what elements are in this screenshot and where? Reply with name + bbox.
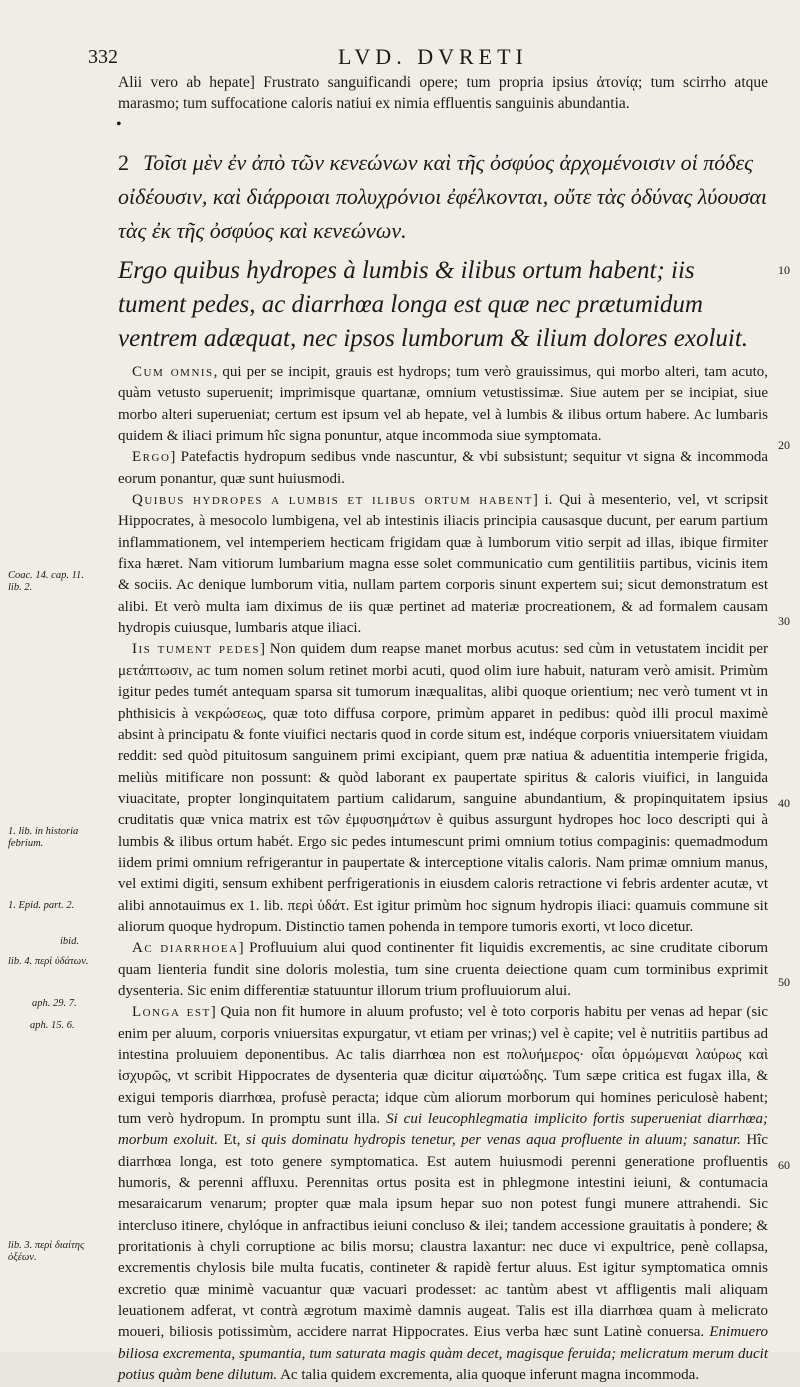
paragraph-text: ] Profluuium alui quod continenter fit liquidis excrementis, ac sine cruditate ciborum quam lienteria fundit sine doloris molestia, tum sine cruenta deiectione quam cum torminibus exprimit dysenteria. Sic enim differentiæ statuuntur illorum trium profluuiorum alui. — [118, 940, 768, 999]
paragraph-text: ] i. Qui à mesenterio, vel, vt scripsit Hippocrates, à mesocolo lumbigena, vel ab intestinis iliacis principia causasque ducunt, per earum partium inflammationem, vel intemperiem hecticam frigidam quæ à lumborum vitio serpit ad illas, ibique firmiter fixa hæret. Nam vitiorum lumbarium magna esse solet communicatio cum gentilitiis partibus, vicinis item & sociis. Ac denique lumborum vitia, nullam partem corporis sinunt expertem sui; sicut demonstratum est alibi. Et verò multa iam diximus de iis quæ pertinet ad materiæ procreationem, & ad formalem causam hydropis cuiusque, lumbaris atque iliaci. — [118, 492, 769, 637]
latin-translation: Ergo quibus hydropes à lumbis & ilibus ortum habent; iis tument pedes, ac diarrhœa longa est quæ nec prætumidum ventrem adæquat, nec ipsos lumborum & ilium dolores exoluit. — [118, 257, 749, 352]
lemma: Ac diarrhoea — [132, 940, 239, 957]
prelude-paragraph: Alii vero ab hepate] Frustrato sanguificandi opere; tum propria ipsius ἀτονίᾳ; tum scirrho atque marasmo; tum suffocatione caloris natiui ex nimia effluentis sanguinis abundantia. — [118, 74, 768, 112]
margin-note: lib. 3. περὶ διαίτης ὀξέων. — [8, 1240, 85, 1263]
quotation: si quis dominatu hydropis tenetur, per venas aqua profluente in aluum; sanatur. — [245, 1132, 741, 1149]
margin-note: aph. 15. 6. — [30, 1020, 75, 1031]
lemma: Quibus hydropes a lumbis et ilibus ortum habent — [132, 492, 533, 509]
paragraph — [118, 1002, 768, 1386]
paragraph — [118, 938, 768, 1002]
paragraph — [118, 639, 768, 938]
paragraph-text: ] Patefactis hydropum sedibus vnde nascuntur, & vbi subsistunt; sequitur vt signa & incommoda eorum ponantur, quæ sunt huiusmodi. — [118, 449, 768, 487]
running-header — [88, 44, 778, 74]
margin-note: 1. lib. in historia febrium. — [8, 826, 79, 849]
quotation: Si cui leucophlegmatia implicito fortis superueniat diarrhœa; morbum exoluit. — [118, 1111, 768, 1149]
lemma: Longa est — [132, 1004, 211, 1021]
quotation: Enimuero biliosa excrementa, spumantia, tum saturata magis quàm decet, magisque feruida; melicratum merum ducit potius quàm bene dilutum. — [118, 1324, 768, 1384]
margin-note: Coac. 14. cap. 11. lib. 2. — [8, 570, 84, 593]
paragraph — [118, 447, 768, 490]
greek-aphorism — [118, 146, 768, 248]
paragraph — [118, 490, 768, 639]
aphorism-number: 2 — [118, 150, 129, 175]
margin-note: ibid. — [60, 936, 79, 947]
paragraph — [118, 362, 768, 447]
line-number: 40 — [778, 796, 790, 810]
line-number: 10 — [778, 263, 790, 277]
margin-note: lib. 4. περὶ ὑδάτων. — [8, 956, 89, 967]
margin-note: aph. 29. 7. — [32, 998, 77, 1009]
greek-text: Τοῖσι μὲν ἐν ἀπὸ τῶν κενεώνων καὶ τῆς ὀσφύος ἀρχομένοισιν οἱ πόδες οἰδέουσιν, καὶ διάρροιαι πολυχρόνιοι ἐφέλκονται, οὔτε τὰς ὀδύνας λύουσαι τὰς ἐκ τῆς ὀσφύος καὶ κενεώνων. — [118, 150, 768, 243]
running-title: LVD. DVRETI — [338, 44, 528, 69]
commentary-body — [118, 362, 768, 1387]
line-number: 30 — [778, 614, 790, 628]
paragraph-text: Hîc diarrhœa longa, est toto genere symptomatica. Est autem huiusmodi perenni generatione profluentis humoris, & perenni affluxu. Perennitas ortus posita est in phlegmone intestini ieiuni, & contumacia mesaraicarum venarum; propter quæ mala ipsum hepar suo non potest fungi munere attrahendi. Sic intercluso itinere, chylóque in anfractibus ieiuni concluso & ilei; tandem accessione grauitatis à pondere; & proritationis à chyli corruptione ac bilis morsu; claustra laxantur: nec duce vi expultrice, penè collapsa, excrementis chylosis bile multa fucatis, contineter & rapidè fertur aluus. Est igitur symptomatica omnis excretio quæ minimè vacuantur quæ vacuari prodesset: ac tantùm abest vt affligentis mali aliquam leuationem adferat, vt contrà ægrotum maximè damnis augeat. Talis est illa diarrhœa quam à melicrato moueri, biliosis potissimùm, accidere narrat Hippocrates. Eius verba hæc sunt Latinè conuersa. — [118, 1132, 768, 1341]
paragraph-text: Ac talia quidem excrementa, alia quoque inferunt magna incommoda. — [277, 1367, 700, 1384]
lemma: Iis tument pedes — [132, 641, 260, 658]
bullet-mark: • — [116, 116, 122, 133]
line-number: 60 — [778, 1158, 790, 1172]
lemma: Cum omnis — [132, 364, 214, 380]
line-number: 20 — [778, 438, 790, 452]
margin-note: 1. Epid. part. 2. — [8, 900, 75, 911]
paragraph-text: , qui per se incipit, grauis est hydrops; tum verò grauissimus, qui morbo alteri, tam acuto, quàm vetusto superuenit; imprimisque quartanæ, omnium vetustissimæ. Siue autem per se incipiat, siue morbo alteri superueniat; certum est ipsum vel ab hepate, vel à lumbis & ilibus ortum habere. Ac lumbaris quidem & iliaci primum hîc signa ponuntur, atque incommoda siue symptomata. — [118, 364, 768, 445]
paragraph-text: ] Quia non fit humore in aluum profusto; vel è toto corporis habitu per venas ad hepar (sic enim per aluum, corporis vniuersitas expurgatur, vt etiam per vrinas;) vel è capite; vel è nutritiis partibus ad intestina proluuiem deponentibus. Ac talis diarrhœa non est πολυήμερος· οἷαι ὁρμώμεναι λαύρως καὶ ἰσχυρῶς, vt scribit Hippocrates de dysenteria quæ dicitur αἱματώδης. Tum sæpe critica est fugax illa, & exigui temporis diarrhœa, profusè peracta; idque cùm aliorum morborum qui homines periculosè habent; tum verò hydropum. In promptu sunt illa. — [118, 1004, 768, 1128]
paragraph-text: ] Non quidem dum reapse manet morbus acutus: sed cùm in vetustatem incidit per μετάπτωσιν, ac tum nomen solum retinet morbi acuti, quod olim iure habuit, naturam verò amisit. Primùm igitur pedes tumét antequam sparsa sit tumorum inæqualitas, alibi quoque orientium; nec verò tument vt in phthisicis à νεκρώσεως, quæ toto diffusa corpore, primùm apparet in pedibus: quòd illi procul maximè absint à principatu & fonte viuifici nectaris quod in corde situm est, indéque corporis vniuersitatem viuidam reddit: sed quòd pituitosum sanguinem primi excipiant, quem præ natiua & aduentitia intemperie frigida, meliùs mitificare non possunt: & quòd laborant ex paupertate spiritus & caloris viuifici, in languida viuacitate, propter longinquitatem partium calidarum, sanguine abundantium, & propinquitatem ipsius cruditatis quæ vnica matrix est τῶν ἐμφυσημάτων è quibus assurgunt hydropes hoc loco descripti qui à lumbis & ilibus ortum habét. Ergo sic pedes intumescunt primi omnium totius compaginis: quemadmodum iidem primi omnium refrigerantur in paupertate & interceptione vitalis caloris. Nam primæ omnium manus, vel extimi digiti, sensum exhibent perfrigerationis in eiusdem caloris retractione vi febris ardenter acutæ, vt alibi annotauimus ex 1. lib. περὶ ὑδάτ. Est igitur primùm hoc signum hydropis iliaci: quamuis commune sit aliorum quoque hydropum. Distinctio tamen pohenda in tempore tumoris exorti, vt loco dicetur. — [118, 641, 768, 935]
page-number: 332 — [88, 46, 118, 68]
lemma: Ergo — [132, 449, 171, 466]
line-number: 50 — [778, 975, 790, 989]
paragraph-text: Et, — [217, 1132, 246, 1149]
